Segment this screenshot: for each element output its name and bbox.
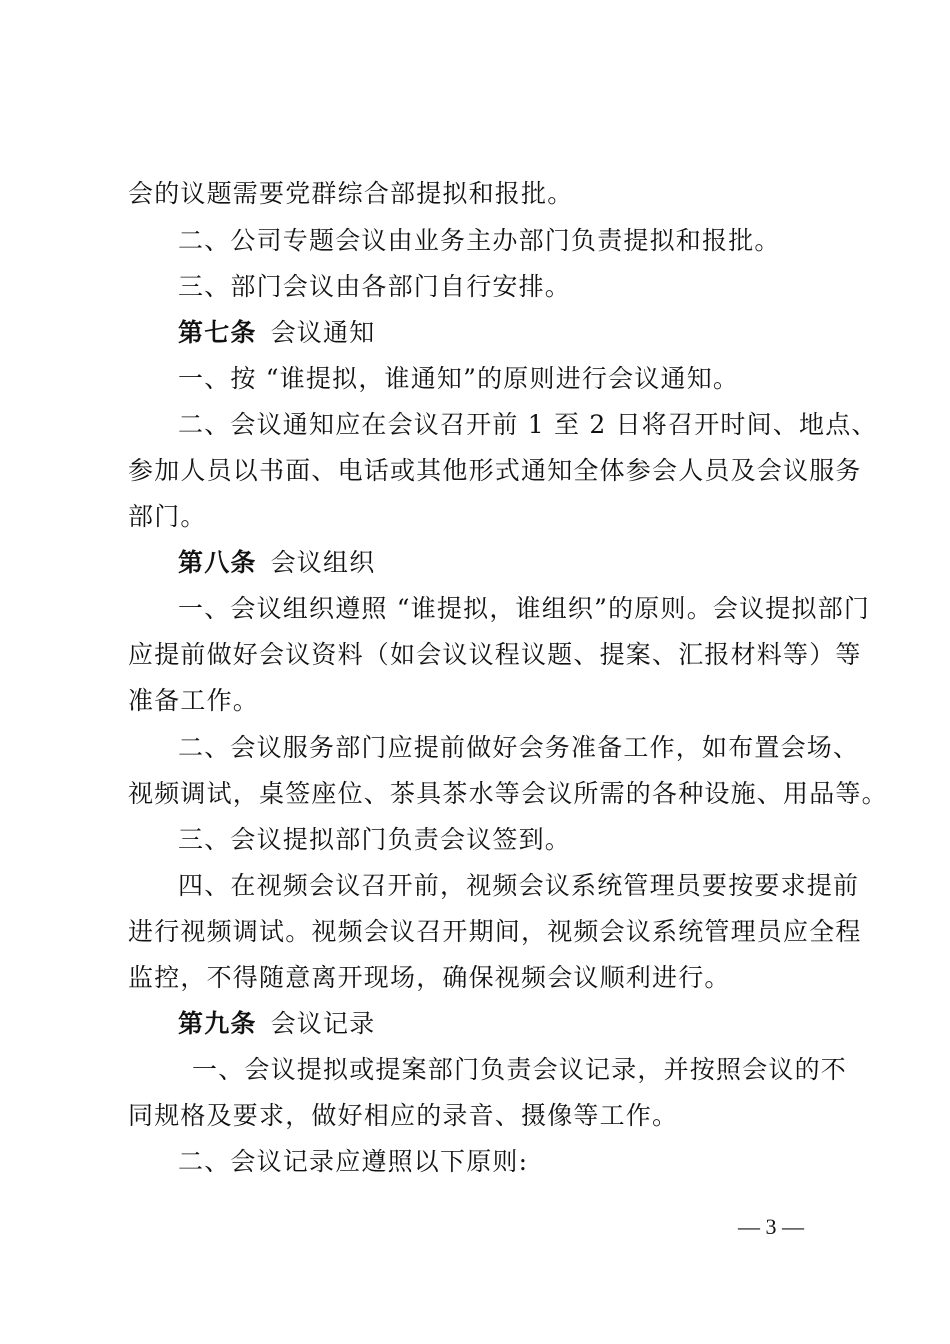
article-heading [178,316,950,350]
body-line: 同规格及要求，做好相应的录音、摄像等工作。 [128,1101,679,1130]
article-number: 第八条 [178,548,257,577]
article-number: 第七条 [178,318,257,347]
body-line: 二、会议服务部门应提前做好会务准备工作，如布置会场、 [178,733,860,762]
body-line: 二、会议记录应遵照以下原则: [178,1147,529,1176]
body-line: 视频调试，桌签座位、茶具茶水等会议所需的各种设施、用品等。 [128,779,888,808]
body-line: 一、会议组织遵照 “谁提拟，谁组织”的原则。会议提拟部门 [178,594,871,623]
body-line: 部门。 [128,502,207,531]
article-title: 会议通知 [270,318,376,347]
body-line: 一、会议提拟或提案部门负责会议记录，并按照会议的不 [192,1055,848,1084]
article-title: 会议组织 [270,548,376,577]
body-line: 应提前做好会议资料（如会议议程议题、提案、汇报材料等）等 [128,640,862,669]
page-number: — 3 — [738,1214,804,1239]
body-line: 二、公司专题会议由业务主办部门负责提拟和报批。 [178,226,781,255]
body-line: 一、按 “谁提拟，谁通知”的原则进行会议通知。 [178,364,740,393]
article-title: 会议记录 [270,1009,376,1038]
article-number: 第九条 [178,1009,257,1038]
body-line: 进行视频调试。视频会议召开期间，视频会议系统管理员应全程 [128,917,862,946]
body-line: 二、会议通知应在会议召开前 1 至 2 日将召开时间、地点、 [178,410,878,439]
body-line: 监控，不得随意离开现场，确保视频会议顺利进行。 [128,963,731,992]
article-heading [178,546,950,580]
body-line: 会的议题需要党群综合部提拟和报批。 [128,179,574,208]
article-heading [178,1007,950,1041]
body-line: 准备工作。 [128,686,260,715]
body-line: 三、会议提拟部门负责会议签到。 [178,825,572,854]
body-line: 三、部门会议由各部门自行安排。 [178,272,572,301]
body-line: 参加人员以书面、电话或其他形式通知全体参会人员及会议服务 [128,456,862,485]
body-line: 四、在视频会议召开前，视频会议系统管理员要按要求提前 [178,871,860,900]
